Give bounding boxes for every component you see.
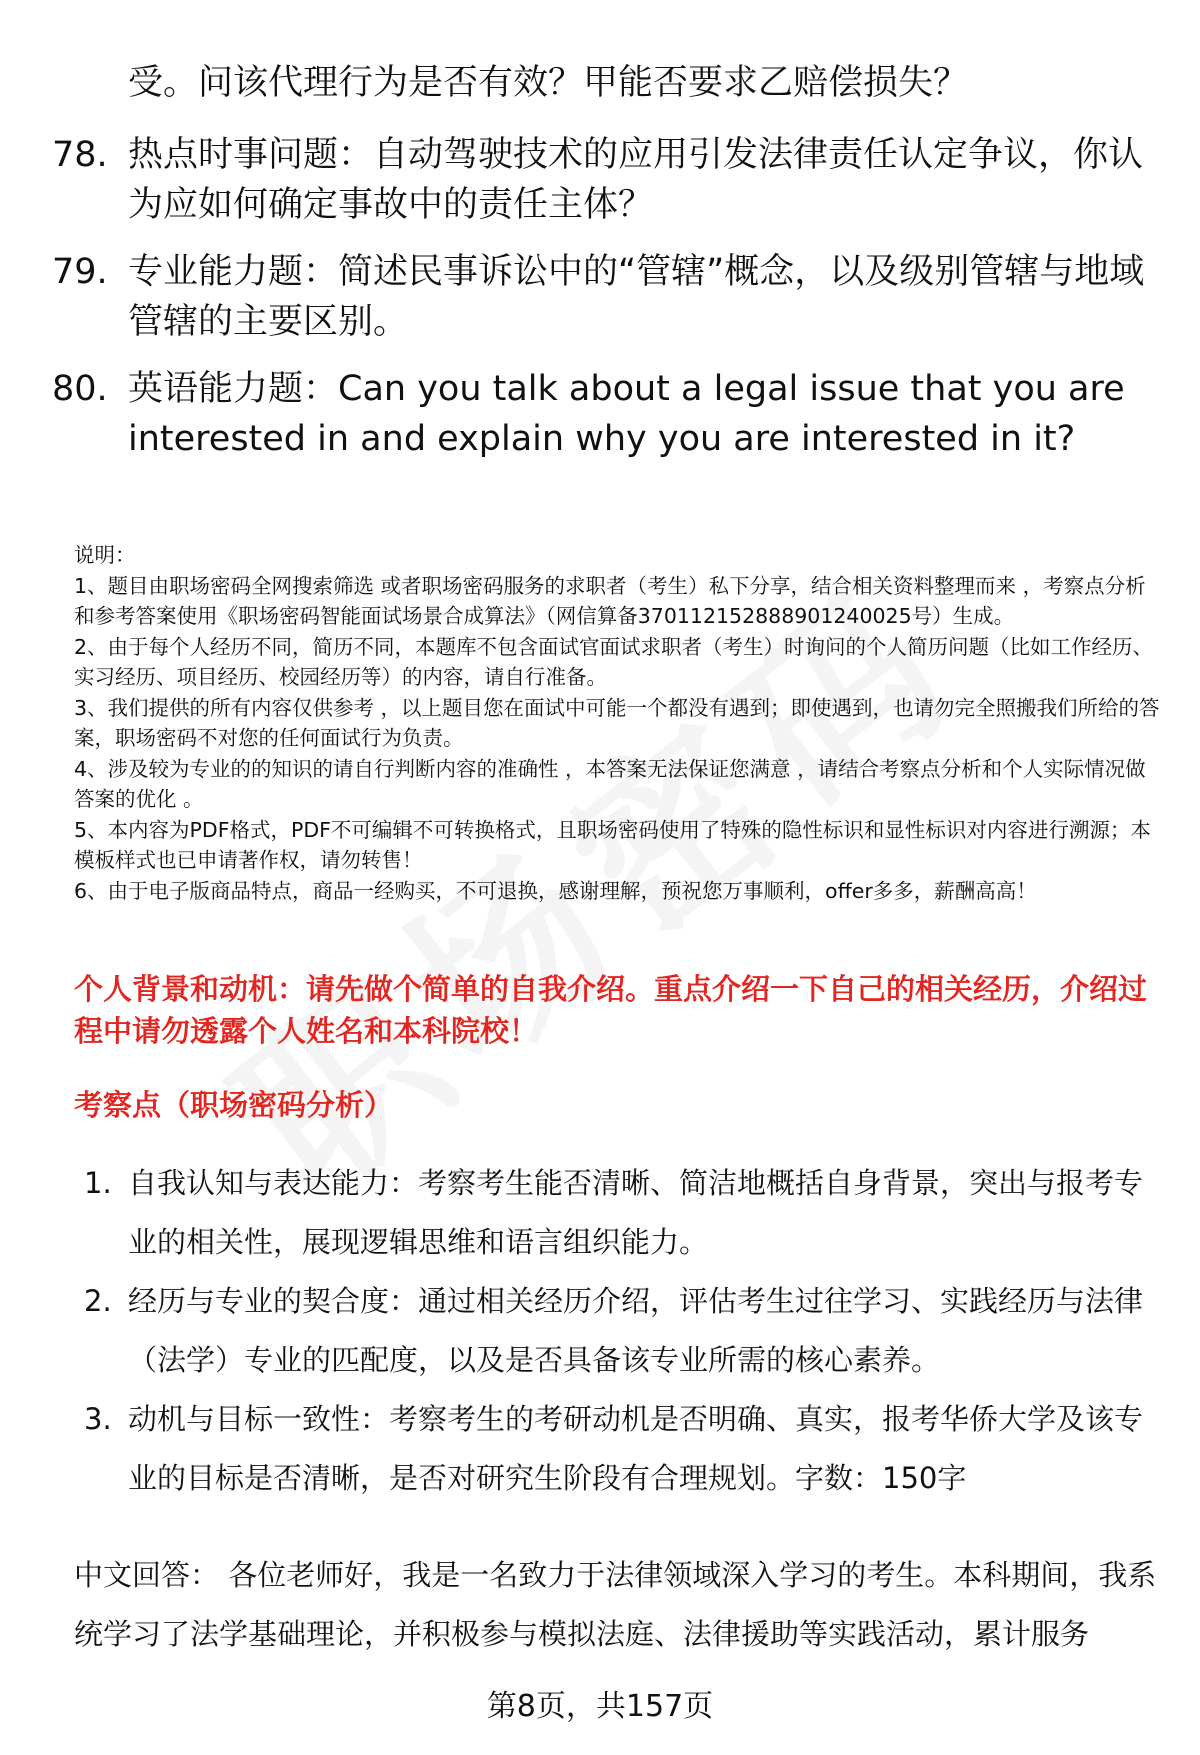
note-item: 1、题目由职场密码全网搜索筛选 或者职场密码服务的求职者（考生）私下分享，结合相关资料整理而来 ，考察点分析和参考答案使用《职场密码智能面试场景合成算法》（网信算备370112152888901240025号）生成。 xyxy=(74,573,1146,628)
analysis-text: 动机与目标一致性：考察考生的考研动机是否明确、真实，报考华侨大学及该专业的目标是否清晰，是否对研究生阶段有合理规划。字数：150字 xyxy=(128,1402,1144,1495)
question-continuation: 受。问该代理行为是否有效？甲能否要求乙赔偿损失？ xyxy=(128,63,969,103)
section-question-heading: 个人背景和动机：请先做个简单的自我介绍。重点介绍一下自己的相关经历，介绍过程中请勿透露个人姓名和本科院校！ xyxy=(74,972,1148,1048)
question-number: 79. xyxy=(52,252,108,292)
analysis-title: 考察点（职场密码分析） xyxy=(74,1088,394,1122)
analysis-item-1 xyxy=(84,1154,1164,1272)
question-item-78 xyxy=(52,130,1162,230)
question-text: 英语能力题：Can you talk about a legal issue that you are interested in and explain why you are interested in it? xyxy=(128,369,1125,459)
note-item: 6、由于电子版商品特点，商品一经购买，不可退换，感谢理解，预祝您万事顺利，offer多多，薪酬高高！ xyxy=(74,878,1037,903)
question-text: 专业能力题：简述民事诉讼中的“管辖”概念，以及级别管辖与地域管辖的主要区别。 xyxy=(128,252,1145,342)
analysis-item-2 xyxy=(84,1272,1164,1390)
question-text: 热点时事问题：自动驾驶技术的应用引发法律责任认定争议，你认为应如何确定事故中的责任主体？ xyxy=(128,135,1144,225)
analysis-item-3 xyxy=(84,1390,1164,1508)
question-number: 78. xyxy=(52,135,108,175)
notes-title: 说明： xyxy=(74,543,136,567)
note-item: 4、涉及较为专业的的知识的请自行判断内容的准确性 ，本答案无法保证您满意 ，请结合考察点分析和个人实际情况做答案的优化 。 xyxy=(74,756,1146,811)
page-number: 第8页，共157页 xyxy=(486,1689,714,1724)
chinese-answer: 中文回答： 各位老师好，我是一名致力于法律领域深入学习的考生。本科期间，我系统学习了法学基础理论，并积极参与模拟法庭、法律援助等实践活动，累计服务 xyxy=(74,1558,1157,1651)
question-item-79 xyxy=(52,247,1162,347)
note-item: 5、本内容为PDF格式，PDF不可编辑不可转换格式，且职场密码使用了特殊的隐性标识和显性标识对内容进行溯源；本模板样式也已申请著作权，请勿转售！ xyxy=(74,817,1151,872)
note-item: 3、我们提供的所有内容仅供参考 ，以上题目您在面试中可能一个都没有遇到；即使遇到，也请勿完全照搬我们所给的答案，职场密码不对您的任何面试行为负责。 xyxy=(74,695,1160,750)
analysis-number: 2. xyxy=(84,1284,112,1318)
question-number: 80. xyxy=(52,369,108,409)
note-item: 2、由于每个人经历不同，简历不同，本题库不包含面试官面试求职者（考生）时询问的个人简历问题（比如工作经历、实习经历、项目经历、校园经历等）的内容，请自行准备。 xyxy=(74,634,1154,689)
analysis-text: 经历与专业的契合度：通过相关经历介绍，评估考生过往学习、实践经历与法律（法学）专业的匹配度，以及是否具备该专业所需的核心素养。 xyxy=(128,1284,1144,1377)
question-item-80 xyxy=(52,364,1162,464)
analysis-text: 自我认知与表达能力：考察考生能否清晰、简洁地概括自身背景，突出与报考专业的相关性，展现逻辑思维和语言组织能力。 xyxy=(128,1166,1144,1259)
analysis-number: 1. xyxy=(84,1166,112,1200)
analysis-number: 3. xyxy=(84,1402,112,1436)
notes-section xyxy=(74,540,1164,906)
